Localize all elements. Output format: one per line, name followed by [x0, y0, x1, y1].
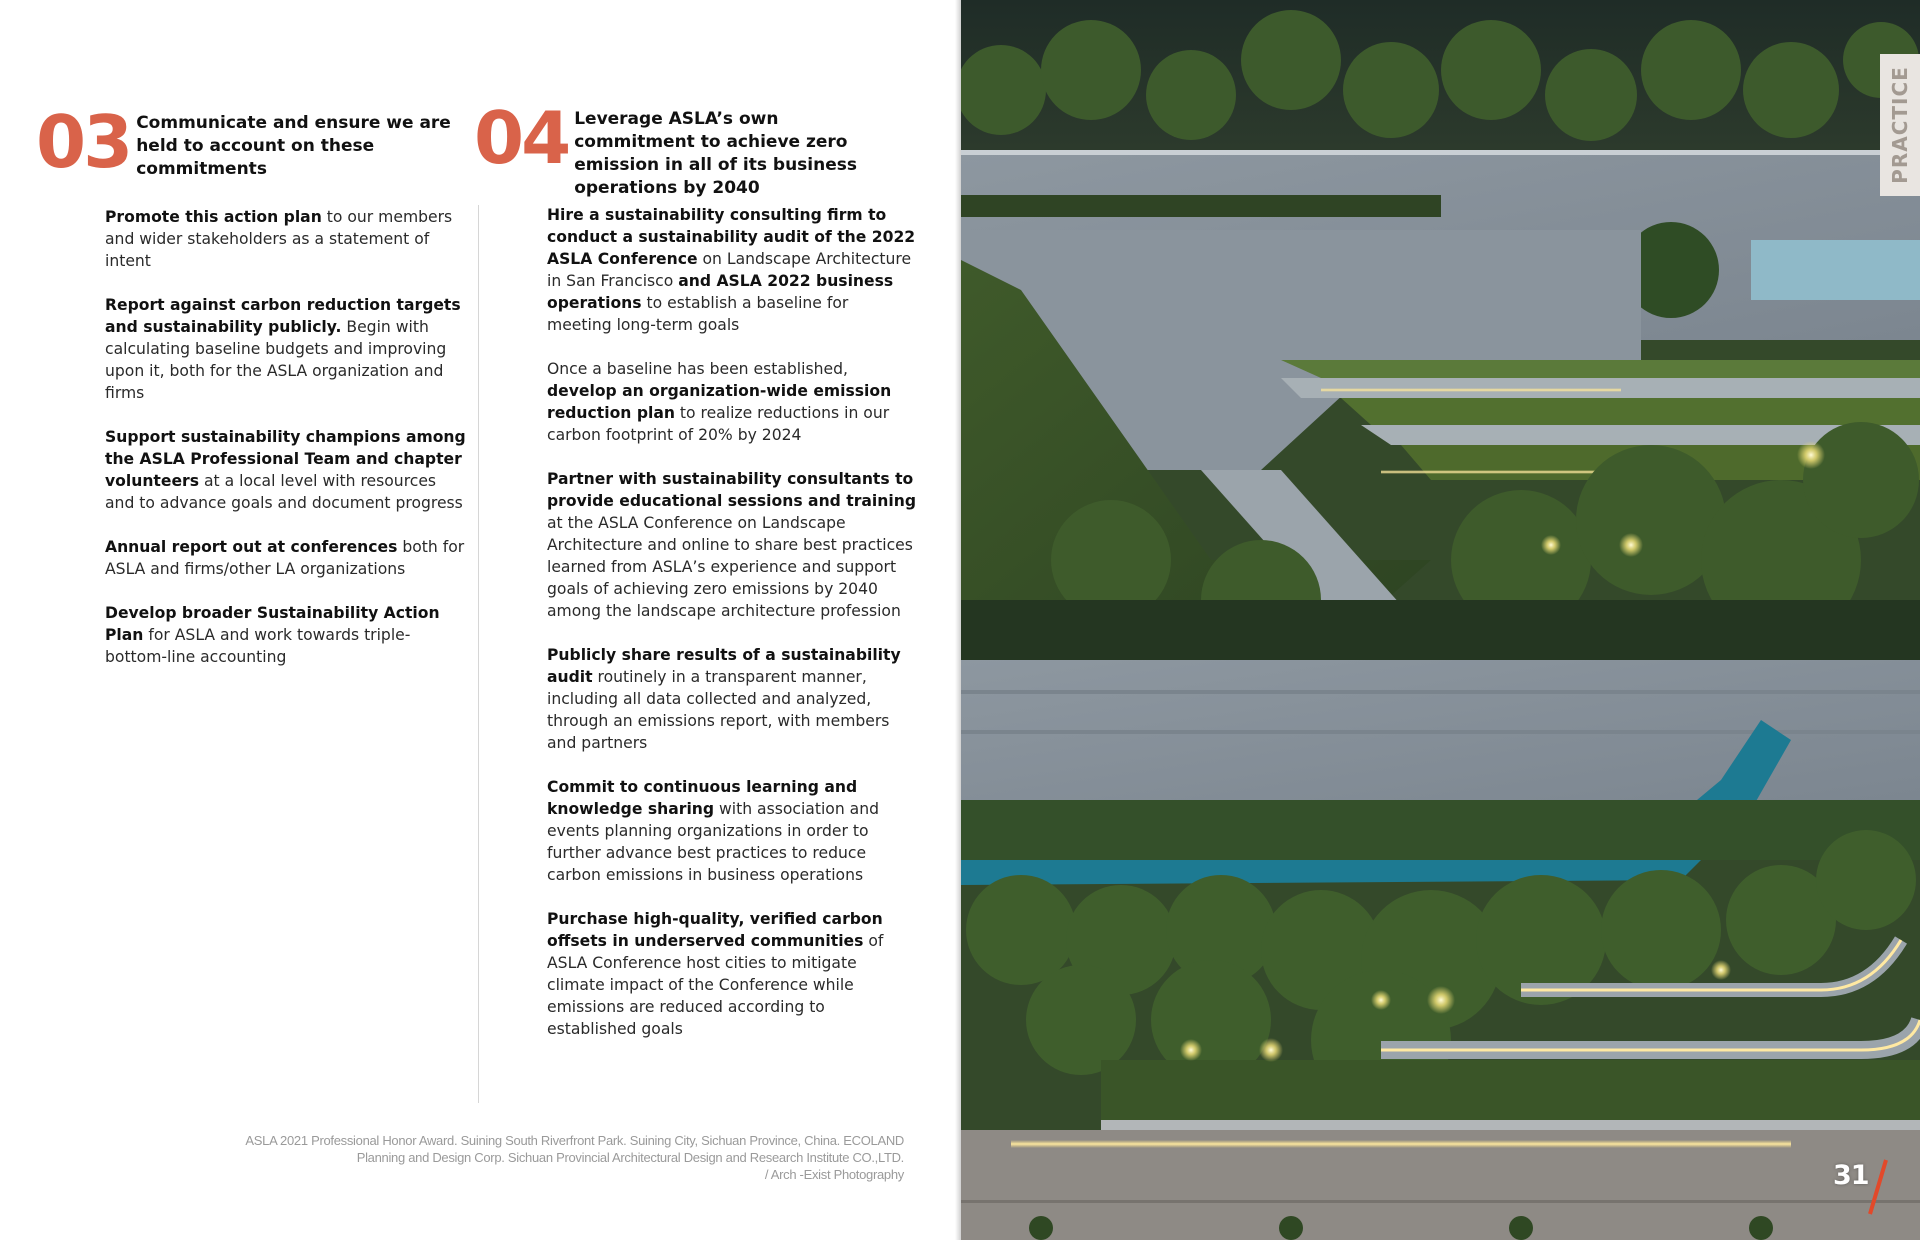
section-03-header: [36, 100, 476, 184]
item-lead: Develop broader Sustainability Action Plan: [105, 604, 440, 644]
list-item: [547, 468, 917, 622]
item-lead: Hire a sustainability consulting firm to conduct a sustainability audit of the 2022 ASLA Conference: [547, 206, 916, 268]
caption-line: Planning and Design Corp. Sichuan Provincial Architectural Design and Research Institute CO.,LTD.: [356, 1150, 904, 1165]
list-item: [105, 536, 470, 580]
item-lead: Annual report out at conferences: [105, 538, 398, 556]
item-lead: Purchase high-quality, verified carbon offsets in underserved communities: [547, 910, 883, 950]
item-text: at a local level with resources and to advance goals and document progress: [105, 472, 463, 512]
item-text: for ASLA and work towards triple-bottom-line accounting: [105, 626, 411, 666]
left-page: [0, 0, 955, 1240]
item-lead: develop an organization-wide emission reduction plan: [547, 382, 892, 422]
page-number: 31: [1833, 1160, 1869, 1191]
list-item: [105, 602, 470, 668]
list-item: [547, 776, 917, 886]
section-tab: [1880, 54, 1920, 196]
item-lead: Commit to continuous learning and knowledge sharing: [547, 778, 858, 818]
list-item: [547, 908, 917, 1040]
item-text: on Landscape Architecture in San Francisco: [547, 250, 912, 290]
section-03-heading: Communicate and ensure we are held to account on these commitments: [136, 113, 451, 179]
item-text: of ASLA Conference host cities to mitigate climate impact of the Conference while emissions are reduced according to established goals: [547, 932, 884, 1038]
section-03-number: 03: [36, 100, 131, 184]
item-lead: Publicly share results of a sustainability audit: [547, 646, 901, 686]
item-text: at the ASLA Conference on Landscape Architecture and online to share best practices learned from ASLA’s experience and support goals of achieving zero emissions by 2040 among the landscape architecture profession: [547, 514, 913, 620]
page-number-slash: [1862, 1158, 1892, 1216]
item-text: Begin with calculating baseline budgets and improving upon it, both for the ASLA organization and firms: [105, 318, 447, 402]
item-text: routinely in a transparent manner, including all data collected and analyzed, through an emissions report, with members and partners: [547, 668, 890, 752]
photo-caption: [150, 1132, 904, 1183]
item-text: both for ASLA and firms/other LA organizations: [105, 538, 465, 578]
list-item: [105, 426, 470, 514]
list-item: [547, 358, 917, 446]
item-lead: Report against carbon reduction targets and sustainability publicly.: [105, 296, 461, 336]
list-item: [547, 644, 917, 754]
section-03-items: [105, 206, 470, 690]
item-text: to realize reductions in our carbon footprint of 20% by 2024: [547, 404, 890, 444]
item-lead: and ASLA 2022 business operations: [547, 272, 894, 312]
list-item: [105, 206, 470, 272]
section-04-heading: Leverage ASLA’s own commitment to achieve zero emission in all of its business operations by 2040: [574, 109, 858, 198]
item-text: with association and events planning organizations in order to further advance best practices to reduce carbon emissions in business operations: [547, 800, 880, 884]
item-text: to establish a baseline for meeting long-term goals: [547, 294, 849, 334]
item-lead: Partner with sustainability consultants to provide educational sessions and training: [547, 470, 916, 510]
list-item: [105, 294, 470, 404]
caption-line: / Arch -Exist Photography: [764, 1167, 904, 1182]
column-divider: [478, 205, 479, 1103]
item-lead: Promote this action plan: [105, 208, 322, 226]
item-text: to our members and wider stakeholders as a statement of intent: [105, 208, 453, 270]
caption-line: ASLA 2021 Professional Honor Award. Suining South Riverfront Park. Suining City, Sichuan Province, China. ECOLAND: [245, 1133, 904, 1148]
section-tab-label: PRACTICE: [1888, 66, 1912, 184]
photo-illustration: [961, 0, 1920, 1240]
section-04-items: [547, 204, 917, 1062]
list-item: [547, 204, 917, 336]
section-04-header: [474, 96, 904, 200]
aerial-park-photo: [961, 0, 1920, 1240]
item-text: Once a baseline has been established,: [547, 360, 848, 378]
item-lead: Support sustainability champions among the ASLA Professional Team and chapter volunteers: [105, 428, 466, 490]
section-04-number: 04: [474, 96, 569, 180]
